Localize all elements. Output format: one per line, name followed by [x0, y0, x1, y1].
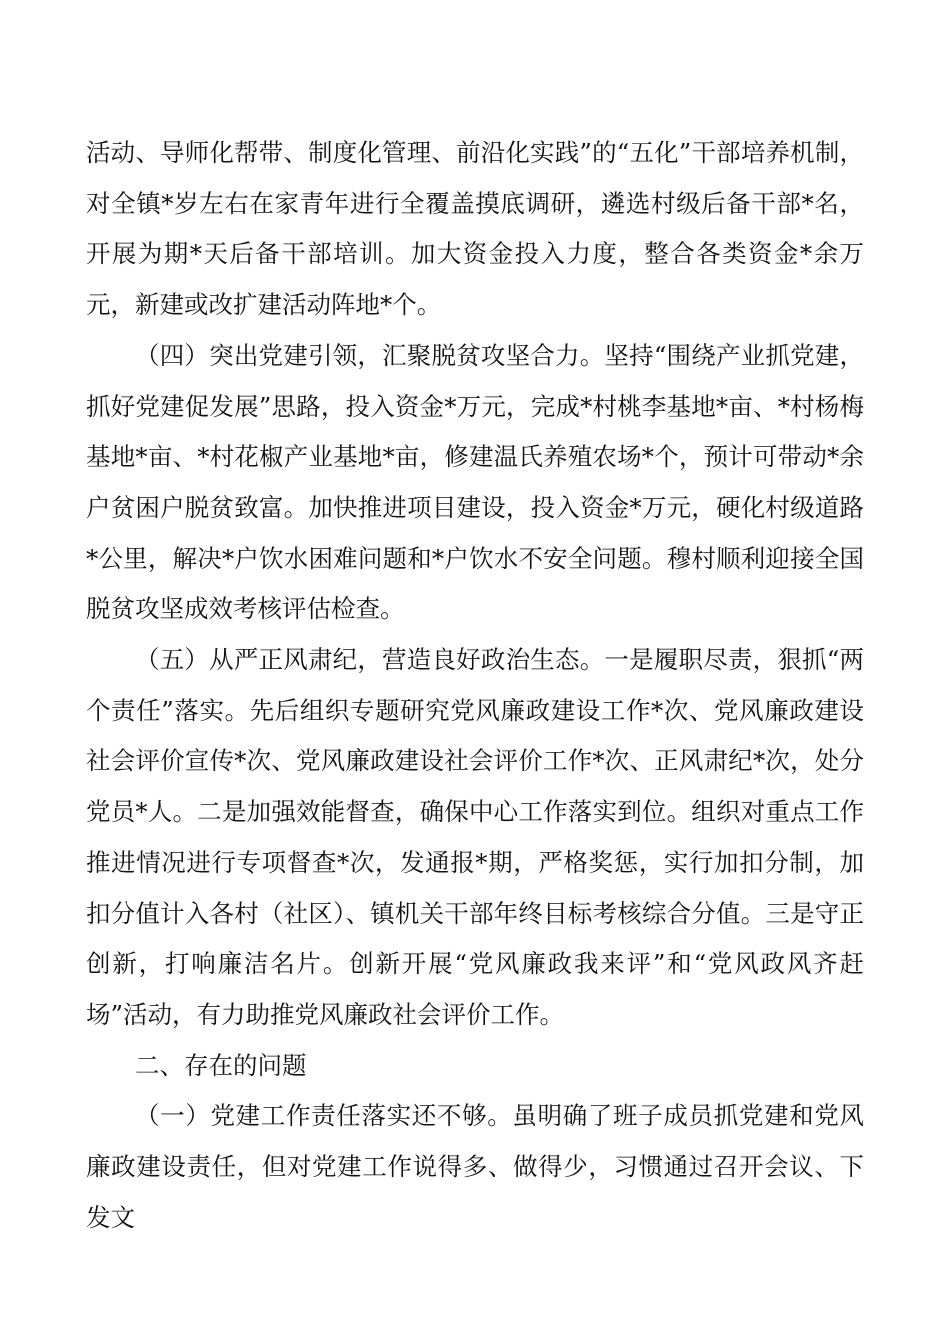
paragraph-section-five: （五）从严正风肃纪，营造良好政治生态。一是履职尽责，狠抓“两个责任”落实。先后组织专题研究党风廉政建设工作*次、党风廉政建设社会评价宣传*次、党风廉政建设社会评价工作*次、正风肃纪*次，处分党员*人。二是加强效能督查，确保中心工作落实到位。组织对重点工作推进情况进行专项督查*次，发通报*期，严格奖惩，实行加扣分制，加扣分值计入各村（社区）、镇机关干部年终目标考核综合分值。三是守正创新，打响廉洁名片。创新开展“党风廉政我来评”和“党风政风齐赶场”活动，有力助推党风廉政社会评价工作。 [86, 645, 864, 1029]
paragraph-section-four: （四）突出党建引领，汇聚脱贫攻坚合力。坚持“围绕产业抓党建，抓好党建促发展”思路，投入资金*万元，完成*村桃李基地*亩、*村杨梅基地*亩、*村花椒产业基地*亩，修建温氏养殖农场*个，预计可带动*余户贫困户脱贫致富。加快推进项目建设，投入资金*万元，硬化村级道路*公里，解决*户饮水困难问题和*户饮水不安全问题。穆村顺利迎接全国脱贫攻坚成效考核评估检查。 [86, 340, 864, 624]
document-body [86, 128, 864, 1243]
paragraph-continuation: 活动、导师化帮带、制度化管理、前沿化实践”的“五化”干部培养机制，对全镇*岁左右在家青年进行全覆盖摸底调研，遴选村级后备干部*名，开展为期*天后备干部培训。加大资金投入力度，整合各类资金*余万元，新建或改扩建活动阵地*个。 [86, 138, 864, 320]
paragraph-problem-one: （一）党建工作责任落实还不够。虽明确了班子成员抓党建和党风廉政建设责任，但对党建工作说得多、做得少，习惯通过召开会议、下发文 [86, 1101, 864, 1232]
section-heading-problems: 二、存在的问题 [135, 1050, 307, 1080]
